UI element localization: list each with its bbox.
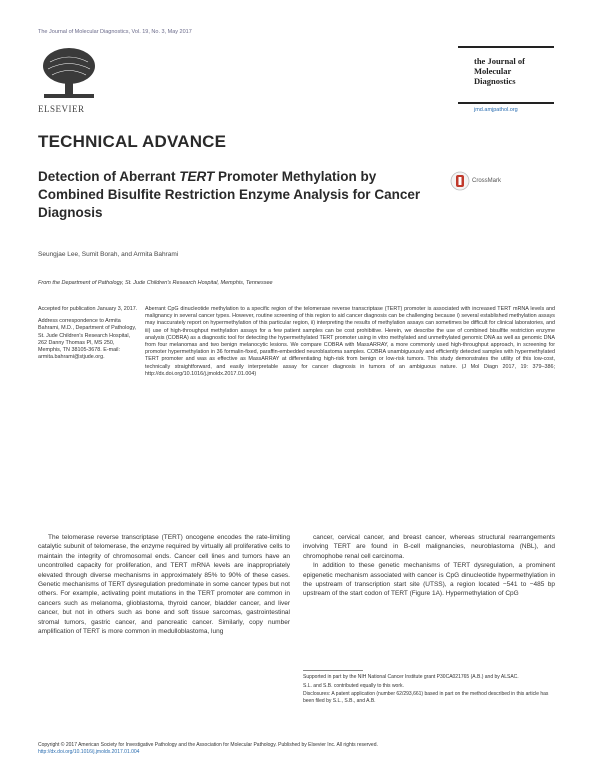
affiliation: From the Department of Pathology, St. Jude Children's Research Hospital, Memphis, Tennessee bbox=[38, 280, 273, 286]
funding-footnote: Supported in part by the NIH National Cancer Institute grant P30CA021765 (A.B.) and by ALSAC. bbox=[303, 674, 519, 680]
page-footer bbox=[38, 742, 558, 756]
publisher-name: ELSEVIER bbox=[38, 104, 85, 114]
journal-logo-line-3: Diagnostics bbox=[474, 76, 516, 86]
elsevier-tree-logo bbox=[36, 44, 102, 104]
body-column-left bbox=[38, 533, 290, 636]
body-paragraph: cancer, cervical cancer, and breast cancer, whereas structural rearrangements involving TERT are found in B-cell malignancies, neuroblastoma (NBL), and chromophobe renal cell carcinoma. bbox=[303, 534, 555, 560]
crossmark-label: CrossMark bbox=[472, 178, 502, 184]
doi-link[interactable]: http://dx.doi.org/10.1016/j.jmoldx.2017.01.004 bbox=[38, 749, 140, 755]
abstract-text: Aberrant CpG dinucleotide methylation to a specific region of the telomerase reverse transcriptase (TERT) promoter is associated with increased TERT mRNA levels and malignancy in several cancer types. However, routine screening of this region to aid cancer diagnosis can be challenging because i) several established methylation assays may inaccurately report on hypermethylation of this particular region, ii) interpreting the results of methylation assays can sometimes be difficult for clinical laboratories, and iii) use of high-throughput methylation assays for a few patient samples can be cost prohibitive. Herein, we describe the use of combined bisulfite restriction enzyme analysis (COBRA) as a diagnostic tool for detecting the hypermethylated TERT promoter using in vitro methylated and unmethylated genomic DNA as well as genomic DNA from four melanomas and two benign melanocytic lesions. We compare COBRA with MassARRAY, a more commonly used high-throughput approach, in screening for promoter hypermethylation in 36 formalin-fixed, paraffin-embedded neuroblastoma samples. COBRA unambiguously and efficiently detected samples with hypermethylated TERT promoter and was as effective as MassARRAY at differentiating high-risk from benign or low-risk tumors. This study demonstrates the utility of this low-cost, technically straightforward, and easily interpretable assay for cancer diagnosis in tumors of an ambiguous nature. (J Mol Diagn 2017, 19: 379–386; http://dx.doi.org/10.1016/j.jmoldx.2017.01.004) bbox=[145, 306, 555, 377]
copyright-line: Copyright © 2017 American Society for Investigative Pathology and the Association for Molecular Pathology. Published by Elsevier Inc. All rights reserved. bbox=[38, 742, 378, 748]
accepted-date: Accepted for publication January 3, 2017. bbox=[38, 306, 138, 312]
footnotes bbox=[303, 674, 555, 707]
title-gene-name: TERT bbox=[179, 169, 215, 184]
body-paragraph: The telomerase reverse transcriptase (TERT) oncogene encodes the rate-limiting catalytic subunit of telomerase, the enzyme required by virtually all proliferative cells to maintain the integrity of chromosomal ends. Cancer cell lines and tumors have an uncontrolled capacity for proliferation, and TERT mRNA levels are inappropriately elevated through diverse mechanisms in approximately 85% to 90% of these cases. Genetic mechanisms of TERT dysregulation predominate in some cancer types but not others. For example, activating point mutations in the TERT promoter are common in cancers such as melanoma, glioblastoma, thyroid cancer, bladder cancer, and liver cancer, but not in others such as bone and soft tissue sarcomas, gastrointestinal stromal tumors, gastric cancer, and pancreatic cancer. Similarly, copy number amplification of TERT is more common in medulloblastoma, lung bbox=[38, 534, 290, 636]
contribution-footnote: S.L. and S.B. contributed equally to this work. bbox=[303, 682, 404, 689]
journal-url-link[interactable]: jmd.amjpathol.org bbox=[474, 107, 518, 113]
body-column-right bbox=[303, 533, 555, 599]
body-paragraph: In addition to these genetic mechanisms of TERT dysregulation, a prominent epigenetic mechanism associated with cancer is CpG dinucleotide hypermethylation in the upstream of transcription start site (UTSS), a region located −541 to −485 bp upstream of the start codon of TERT (Figure 1A). Hypermethylation of CpG bbox=[303, 562, 555, 598]
article-info-sidebar bbox=[38, 306, 138, 366]
author-list: Seungjae Lee, Sumit Borah, and Armita Bahrami bbox=[38, 251, 179, 258]
title-part-1: Detection of Aberrant bbox=[38, 169, 180, 184]
disclosure-footnote: Disclosures: A patent application (number 62/293,661) based in part on the method described in this article has been filed by S.L., S.B., and A.B. bbox=[303, 691, 549, 704]
journal-logo-line-2: Molecular bbox=[474, 66, 512, 76]
footnote-divider bbox=[303, 670, 363, 671]
crossmark-icon[interactable] bbox=[450, 171, 470, 191]
section-label: TECHNICAL ADVANCE bbox=[38, 132, 227, 151]
journal-citation-line: The Journal of Molecular Diagnostics, Vol. 19, No. 3, May 2017 bbox=[38, 29, 192, 35]
correspondence-address: Address correspondence to Armita Bahrami, M.D., Department of Pathology, St. Jude Children's Research Hospital, 262 Danny Thomas Pl, MS 250, Memphis, TN 38105-3678. E-mail: armita.bahrami@stjude.org. bbox=[38, 318, 137, 361]
journal-logo-line-1: the Journal of bbox=[474, 56, 525, 66]
journal-logo-title bbox=[474, 56, 525, 86]
article-title bbox=[38, 168, 438, 222]
title-part-2: Promoter Methylation by Combined Bisulfite Restriction Enzyme Analysis for Cancer Diagnosis bbox=[38, 169, 421, 220]
